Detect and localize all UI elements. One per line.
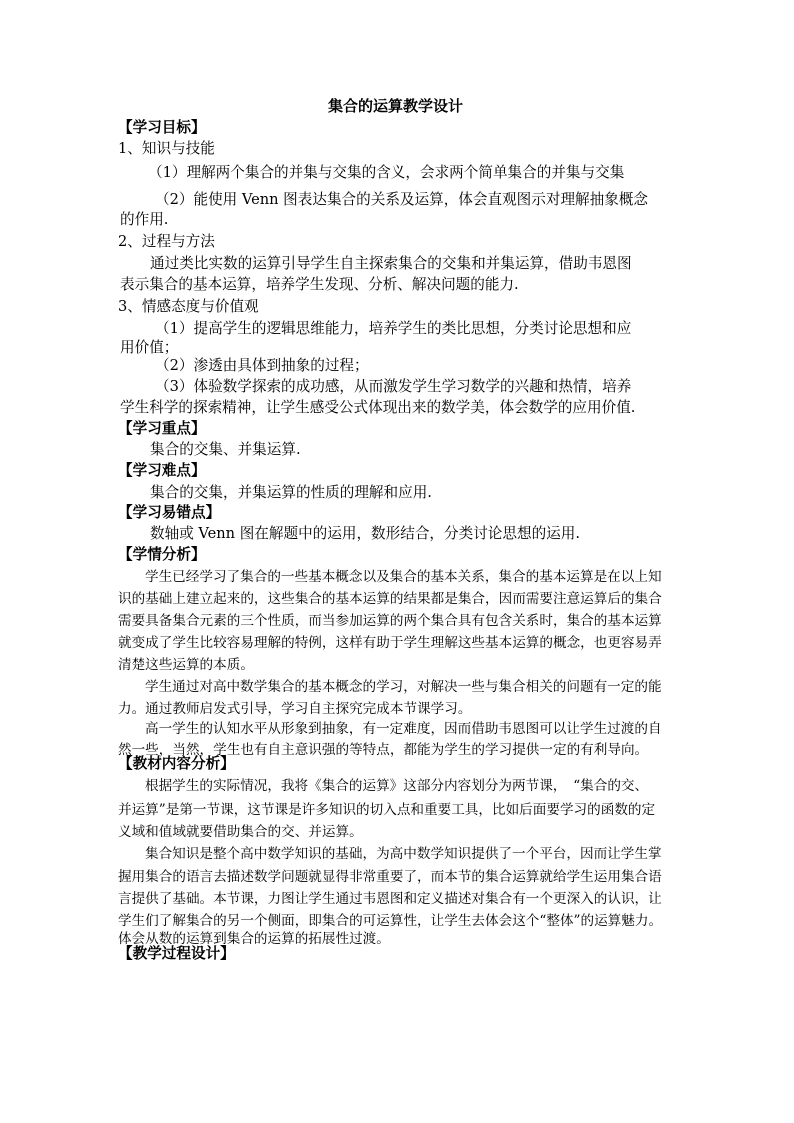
subheading-emotion: 3、情感态度与价值观 xyxy=(118,298,259,315)
paragraph: 用价值； xyxy=(120,339,179,356)
paragraph: 就变成了学生比较容易理解的特例，这样有助于学生理解这些基本运算的概念，也更容易弄 xyxy=(118,635,662,651)
paragraph: 识的基础上建立起来的，这些集合的基本运算的结果都是集合，因而需要注意运算后的集合 xyxy=(118,591,662,607)
paragraph: （2）渗透由具体到抽象的过程； xyxy=(155,357,369,374)
section-heading-difficulties: 【学习难点】 xyxy=(118,462,206,479)
paragraph: 握用集合的语言去描述数学问题就显得非常重要了，而本节的集合运算就给学生运用集合语 xyxy=(118,869,662,885)
paragraph: 清楚这些运算的本质。 xyxy=(118,657,254,673)
paragraph: 需要具备集合元素的三个性质，而当参加运算的两个集合具有包含关系时，集合的基本运算 xyxy=(118,613,662,629)
paragraph: 的作用. xyxy=(120,211,169,228)
paragraph: 高一学生的认知水平从形象到抽象，有一定难度，因而借助韦恩图可以让学生过渡的自 xyxy=(145,721,662,737)
paragraph: 学生们了解集合的另一个侧面，即集合的可运算性，让学生去体会这个“整体”的运算魅力。 xyxy=(118,913,663,929)
paragraph: 集合的交集，并集运算的性质的理解和应用. xyxy=(150,484,432,501)
section-heading-teaching-process: 【教学过程设计】 xyxy=(118,945,235,962)
subheading-process: 2、过程与方法 xyxy=(118,233,215,250)
paragraph: 言提供了基础。本节课，力图让学生通过韦恩图和定义描述对集合有一个更深入的认识，让 xyxy=(118,891,662,907)
paragraph: 集合的交集、并集运算. xyxy=(150,441,301,458)
paragraph: 集合知识是整个高中数学知识的基础，为高中数学知识提供了一个平台，因而让学生掌 xyxy=(145,846,662,862)
paragraph: 学生通过对高中数学集合的基本概念的学习，对解决一些与集合相关的问题有一定的能 xyxy=(145,679,662,695)
document-title: 集合的运算教学设计 xyxy=(328,97,464,115)
paragraph: 通过类比实数的运算引导学生自主探索集合的交集和并集运算，借助韦恩图 xyxy=(150,255,632,272)
section-heading-material-analysis: 【教材内容分析】 xyxy=(118,755,235,772)
paragraph: 表示集合的基本运算，培养学生发现、分析、解决问题的能力. xyxy=(120,276,519,293)
paragraph: 力。通过教师启发式引导，学习自主探究完成本节课学习。 xyxy=(118,701,472,717)
paragraph: （3）体验数学探索的成功感，从而激发学生学习数学的兴趣和热情，培养 xyxy=(155,378,632,395)
paragraph: 体会从数的运算到集合的运算的拓展性过渡。 xyxy=(118,931,390,947)
paragraph: （1）提高学生的逻辑思维能力，培养学生的类比思想，分类讨论思想和应 xyxy=(155,320,632,337)
paragraph: 并运算”是第一节课，这节课是许多知识的切入点和重要工具，比如后面要学习的函数的定 xyxy=(118,802,656,818)
section-heading-pitfalls: 【学习易错点】 xyxy=(118,504,221,521)
paragraph: 义域和值域就要借助集合的交、并运算。 xyxy=(118,824,363,840)
paragraph: 根据学生的实际情况，我将《集合的运算》这部分内容划分为两节课， “集合的交、 xyxy=(145,778,649,794)
section-heading-objectives: 【学习目标】 xyxy=(118,119,206,136)
subheading-knowledge: 1、知识与技能 xyxy=(118,140,215,157)
section-heading-key-points: 【学习重点】 xyxy=(118,420,206,437)
paragraph: 数轴或 Venn 图在解题中的运用，数形结合，分类讨论思想的运用. xyxy=(150,525,580,542)
paragraph: 然一些，当然，学生也有自主意识强的等特点，都能为学生的学习提供一定的有利导向。 xyxy=(118,742,649,758)
paragraph: 学生已经学习了集合的一些基本概念以及集合的基本关系，集合的基本运算是在以上知 xyxy=(145,569,662,585)
section-heading-student-analysis: 【学情分析】 xyxy=(118,546,206,563)
paragraph: （1）理解两个集合的并集与交集的含义，会求两个简单集合的并集与交集 xyxy=(148,164,625,181)
paragraph: 学生科学的探索精神，让学生感受公式体现出来的数学美，体会数学的应用价值. xyxy=(120,399,636,416)
paragraph: （2）能使用 Venn 图表达集合的关系及运算，体会直观图示对理解抽象概念 xyxy=(155,191,649,208)
